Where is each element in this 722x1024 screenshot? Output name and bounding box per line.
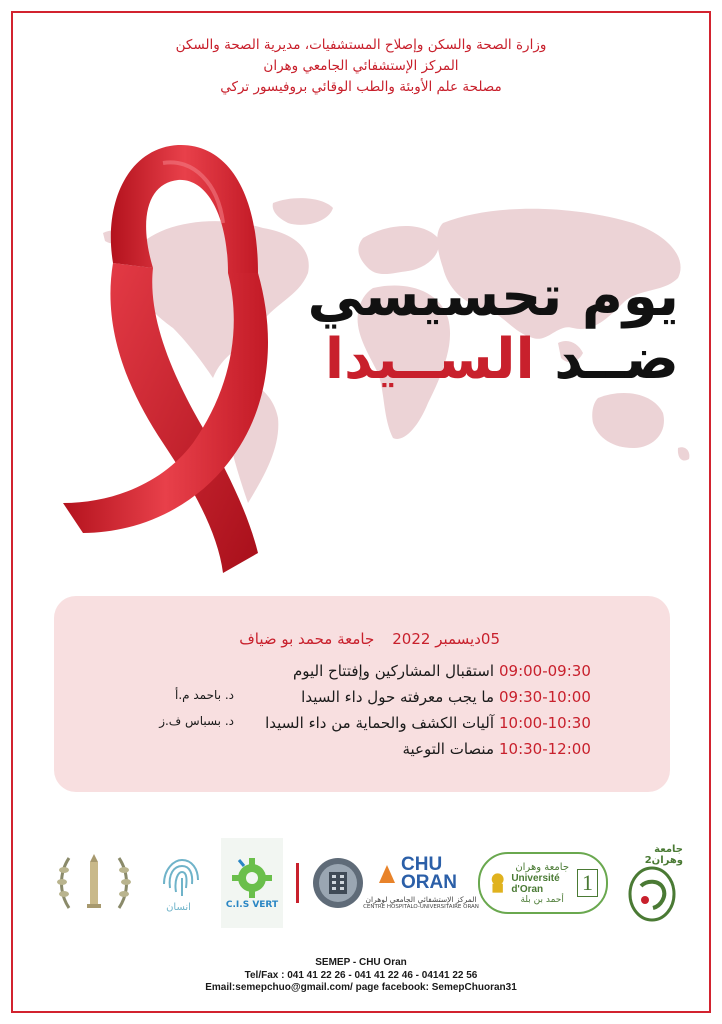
title-aids: الســيدا (324, 326, 535, 392)
program-topic: ما يجب معرفته حول داء السيدا (301, 688, 494, 706)
program-box (54, 596, 670, 792)
header-ministry: وزارة الصحة والسكن وإصلاح المستشفيات، مديرية الصحة والسكن (175, 37, 547, 53)
program-row (54, 688, 670, 714)
chu-oran-label: CHU ORAN (401, 854, 457, 893)
univ-oran2-label: جامعة وهران2 (644, 844, 683, 866)
title-against: ضــد (534, 326, 679, 392)
program-speaker: د. بسباس ف.ز (159, 714, 234, 728)
program-time: 09:30-10:00 (499, 688, 591, 706)
fingerprint-icon (154, 854, 204, 902)
cis-vert-logo (221, 838, 283, 928)
insan-label: انسان (166, 901, 191, 913)
program-time: 10:30-12:00 (499, 740, 591, 758)
chu-oran-logo (351, 838, 491, 928)
header-service: مصلحة علم الأوبئة والطب الوقائي بروفيسور تركي (220, 79, 502, 95)
red-ribbon-icon (43, 123, 293, 593)
chu-oran-arabic: المركز الإستشفائي الجامعي لوهران (365, 895, 477, 904)
footer-contact (13, 957, 709, 995)
cis-vert-label: C.I.S VERT (225, 900, 279, 910)
program-speaker: د. باحمد م.أ (174, 688, 234, 702)
partner-logos (41, 838, 691, 928)
program-topic: منصات التوعية (402, 740, 494, 758)
gear-icon (229, 856, 275, 900)
univ-oran2-logo (621, 838, 683, 928)
header-chu: المركز الإستشفائي الجامعي وهران (263, 58, 459, 74)
program-time: 10:00-10:30 (499, 714, 591, 732)
univ-oran1-arabic: جامعة وهران (515, 861, 570, 873)
program-row (54, 714, 670, 740)
program-topic: استقبال المشاركين وإفتتاح اليوم (292, 662, 494, 680)
program-venue: جامعة محمد بو ضياف (239, 630, 375, 648)
program-date-venue (239, 630, 500, 648)
chu-emblem-icon (377, 863, 397, 885)
univ-oran1-logo (473, 838, 613, 928)
univ-oran1-name: أحمد بن بلة (520, 894, 564, 905)
program-row (54, 662, 670, 688)
logo-divider (295, 838, 299, 928)
event-title (259, 264, 679, 392)
title-line-awareness-day: يوم تحسيسي (307, 264, 679, 329)
title-line-against-aids (259, 326, 679, 392)
footer-service: SEMEP - CHU Oran (315, 957, 407, 968)
univ-oran1-french: Université d'Oran (511, 872, 560, 895)
oran2-emblem-icon (627, 866, 677, 922)
program-date: 05ديسمبر 2022 (392, 630, 500, 648)
program-topic: آليات الكشف والحماية من داء السيدا (265, 714, 494, 732)
univ-oran1-number: 1 (577, 869, 598, 897)
program-row (54, 740, 670, 766)
footer-phone: Tel/Fax : 041 41 22 26 - 041 41 22 46 - 04141 22 56 (244, 969, 478, 981)
program-time: 09:00-09:30 (499, 662, 591, 680)
lion-icon (488, 868, 507, 898)
header-block (13, 35, 709, 98)
insan-logo (146, 838, 211, 928)
chu-oran-french: CENTRE HOSPITALO-UNIVERSITAIRE ORAN (363, 904, 479, 910)
laurel-logo (51, 838, 136, 928)
poster-frame (11, 11, 711, 1013)
footer-email: Email:semepchuo@gmail.com/ page facebook: SemepChuoran31 (205, 982, 517, 993)
